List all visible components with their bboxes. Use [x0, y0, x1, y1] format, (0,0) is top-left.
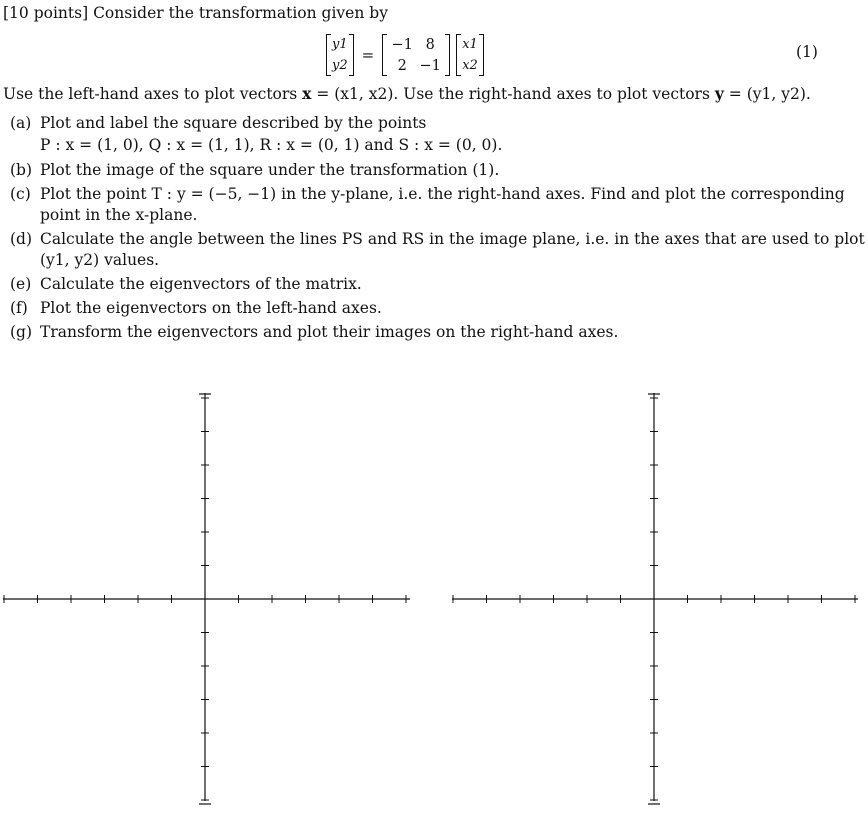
item-text-line: Calculate the angle between the lines PS and RS in the image plane, i.e. in the axes that are used to plot [40, 230, 865, 248]
item-text-line: Plot the image of the square under the transformation (1). [40, 161, 500, 179]
vector-y-symbol: y [714, 84, 724, 103]
matrix-a12: 8 [425, 36, 435, 53]
points-label: [10 points] [3, 4, 89, 22]
instruction-part3: = (y1, y2). [723, 85, 811, 103]
intro-text: Consider the transformation given by [93, 4, 388, 22]
instruction-part2: = (x1, x2). Use the right-hand axes to plot vectors [311, 85, 715, 103]
item-text-line: Plot the point T : y = (−5, −1) in the y-plane, i.e. the right-hand axes. Find and plot the corresponding [40, 185, 845, 203]
lhs-y1: y1 [332, 37, 348, 52]
matrix-a11: −1 [391, 36, 413, 53]
item-text-line: Plot the eigenvectors on the left-hand axes. [40, 299, 382, 317]
vector-x-symbol: x [302, 84, 312, 103]
left-hand-axes [3, 393, 410, 804]
item-text-line: Calculate the eigenvectors of the matrix. [40, 275, 362, 293]
equation-number: (1) [796, 43, 818, 61]
item-text-line: (y1, y2) values. [40, 251, 160, 269]
item-label: (c) [10, 185, 31, 203]
item-label: (f) [10, 299, 28, 317]
item-text-line: point in the x-plane. [40, 206, 198, 224]
item-text-line: Transform the eigenvectors and plot their images on the right-hand axes. [40, 323, 619, 341]
matrix-a21: 2 [397, 57, 407, 74]
equals-sign: = [361, 46, 375, 64]
item-text-line: P : x = (1, 0), Q : x = (1, 1), R : x = (0, 1) and S : x = (0, 0). [40, 136, 503, 154]
item-label: (b) [10, 161, 33, 179]
rhs-x2: x2 [462, 58, 478, 73]
item-label: (d) [10, 230, 33, 248]
item-label: (a) [10, 114, 32, 132]
lhs-y2: y2 [332, 58, 348, 73]
item-text-line: Plot and label the square described by the points [40, 114, 427, 132]
rhs-x1: x1 [462, 37, 478, 52]
instruction-part1: Use the left-hand axes to plot vectors [3, 85, 303, 103]
item-label: (g) [10, 323, 33, 341]
right-hand-axes [452, 393, 858, 804]
matrix-a22: −1 [419, 57, 441, 74]
item-label: (e) [10, 275, 32, 293]
